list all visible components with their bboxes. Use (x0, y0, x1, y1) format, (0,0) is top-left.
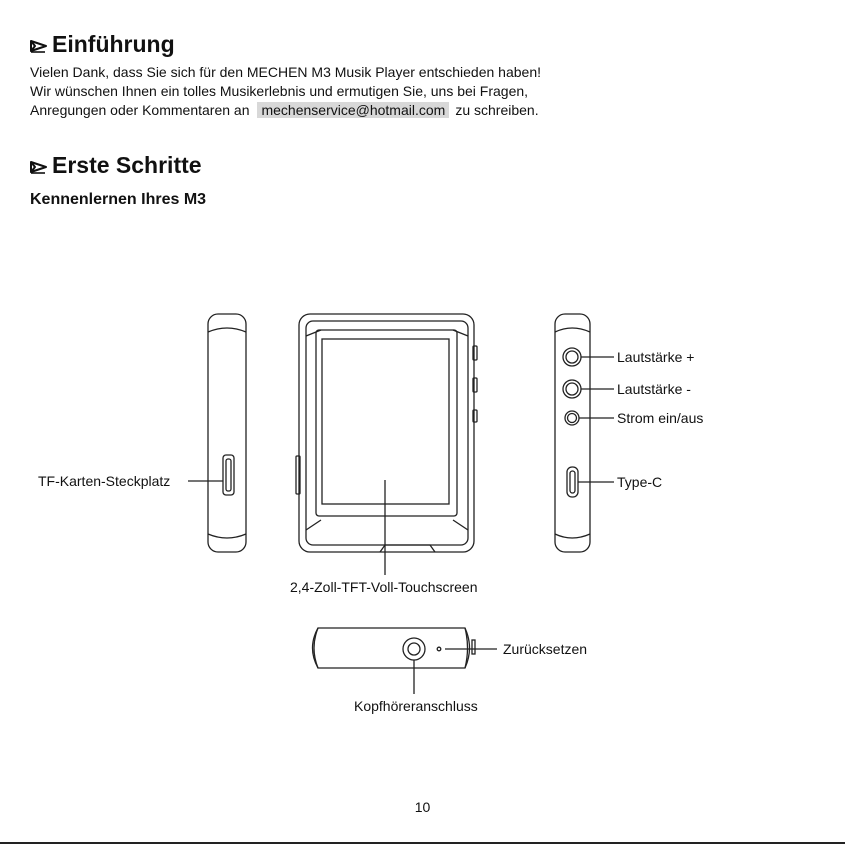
intro-line-3-after: zu schreiben. (455, 102, 539, 118)
volume-down-label: Lautstärke - (617, 381, 691, 397)
intro-line-2: Wir wünschen Ihnen ein tolles Musikerlebnis und ermutigen Sie, uns bei Fragen, (30, 83, 529, 99)
start-subheading: Kennenlernen Ihres M3 (30, 191, 207, 208)
tf-slot-label: TF-Karten-Steckplatz (38, 473, 171, 489)
power-label: Strom ein/aus (617, 410, 704, 426)
touchscreen (322, 339, 449, 504)
page-number: 10 (414, 799, 431, 815)
touchscreen-label: 2,4-Zoll-TFT-Voll-Touchscreen (290, 579, 478, 595)
type-c-label: Type-C (617, 474, 663, 490)
intro-line-3-before: Anregungen oder Kommentaren an (30, 102, 250, 118)
intro-heading-text: Einführung (52, 31, 175, 57)
start-heading-text: Erste Schritte (52, 152, 202, 178)
headphone-label: Kopfhöreranschluss (354, 698, 478, 714)
reset-label: Zurücksetzen (503, 641, 588, 657)
left-side-view (208, 314, 246, 552)
tf-card-slot (223, 455, 234, 495)
reset-hole (437, 647, 441, 651)
right-side-view (555, 314, 590, 552)
headphone-jack (403, 638, 425, 660)
footer-divider (0, 842, 845, 844)
bottom-view (313, 628, 476, 668)
front-view (296, 314, 477, 552)
volume-up-label: Lautstärke + (617, 349, 695, 365)
email-link[interactable]: mechenservice@hotmail.com (257, 102, 449, 118)
intro-line-1: Vielen Dank, dass Sie sich für den MECHEN M3 Musik Player entschieden haben! (30, 64, 541, 80)
